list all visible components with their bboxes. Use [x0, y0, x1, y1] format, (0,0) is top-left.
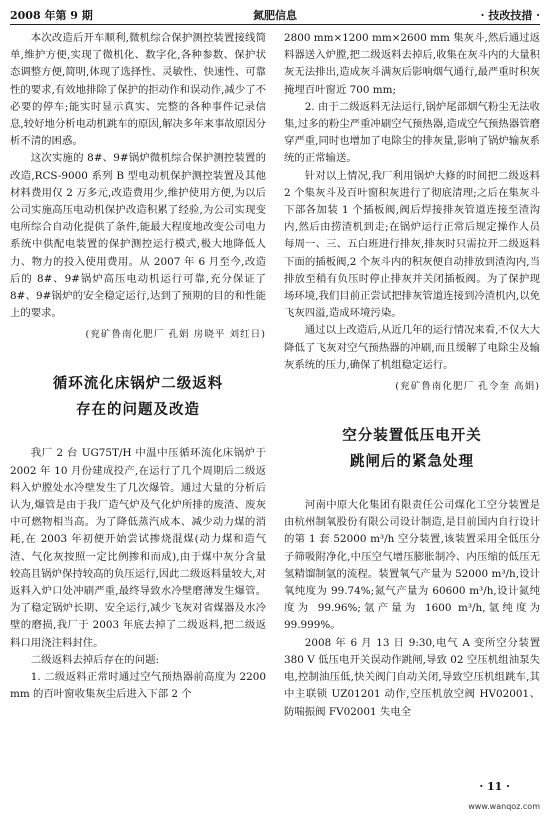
page-number: · 11 ·	[479, 780, 510, 793]
article-title-line1: 循环流化床锅炉二级返料	[52, 376, 224, 393]
paragraph: 本次改造后开车顺利,微机综合保护测控装置接线简单,维护方便,实现了微机化、数字化,各种参数、保护状态调整方便,简明,体现了选择性、灵敏性、快速性、可靠性的要求,有效地排除了保护的拒动作和误动作,减少了不必要的停车;能实时显示真实、完整的各种事件记录信息,较好地分析电动机跳车的原因,解决多年来事故原因分析不清的困惑。	[10, 32, 266, 148]
paragraph: 通过以上改造后,从近几年的运行情况来看,不仅大大降低了飞灰对空气预热器的冲刷,而且缓解了电除尘及输灰系统的压力,确保了机组稳定运行。	[284, 324, 540, 371]
article-title-line1: 空分装置低压电开关	[342, 428, 482, 445]
article-author: (兖矿鲁南化肥厂 孔令奎 高娟)	[395, 381, 540, 393]
paragraph: 河南中原大化集团有限责任公司煤化工空分装置是由杭州制氧股份有限公司设计制造,是目前国内自行设计的第 1 套 52000 m³/h 空分装置,该装置采用全低压分子筛吸附净化,中压空气增压膨胀制冷、内压缩的低压无氢精馏制氩的流程。装置氧气产量为 52000 m³/h,设计氧纯度为 99.74%;氮气产量为 60600 m³/h,设计氮纯度为 99.96%;氩产量为 1600 m³/h,氩纯度为 99.999%。	[284, 499, 540, 632]
journal-name: 氮肥信息	[253, 9, 297, 22]
paragraph: 这次实施的 8#、9#锅炉微机综合保护测控装置的改造,RCS-9000 系列 B 型电动机保护测控装置及其他材料费用仅 2 万多元,改造费用少,维护使用方便,为以后公司实施高压电动机保护改造积累了经验,为公司实现变电所综合自动化提供了条件,能最大程度地改变公司电力系统中供配电装置的保护测控运行模式,极大地降低人力、物力的投入使用费用。从 2007 年 6 月至今,改造后的 8#、9#锅炉高压电动机运行可靠,充分保证了 8#、9#锅炉的安全稳定运行,达到了预期的目的和性能上的要求。	[10, 152, 266, 320]
paragraph: 2800 mm×1200 mm×2600 mm 集灰斗,然后通过返料器送入炉膛,把二级返料去掉后,收集在灰斗内的大量积灰无法排出,造成灰斗满灰后影响烟气通行,最严重时积灰掩埋百叶窗近 700 mm;	[284, 32, 540, 96]
paragraph: 2. 由于二级返料无法运行,锅炉尾部烟气粉尘无法收集,过多的粉尘严重冲刷空气预热器,造成空气预热器管磨穿严重,同时也增加了电除尘的排灰量,影响了锅炉输灰系统的正常输送。	[284, 100, 540, 165]
left-column	[10, 30, 266, 704]
issue-label: 2008 年第 9 期	[10, 9, 93, 22]
site-watermark: www.wanqoz.com	[468, 802, 540, 811]
article-title-line2: 跳闸后的紧急处理	[350, 454, 474, 471]
paragraph: 1. 二级返料正常时通过空气预热器前高度为 2200 mm 的百叶窗收集灰尘后进入下部 2 个	[10, 671, 266, 701]
paragraph: 针对以上情况,我厂利用锅炉大修的时间把二级返料 2 个集灰斗及百叶窗积灰进行了彻底清理;之后在集灰斗下部各加装 1 个插板阀,阀后焊接排灰管道连接至渣沟内,然后由捞渣机到走;在锅炉运行正常后规定操作人员每周一、三、五白班进行排灰,排灰时只需拉开二级返料下面的插板阀,2 个灰斗内的积灰便自动排放到渣沟内,当排放至稍有负压时停止排灰并关闭插板阀。为了保护现场环境,我们目前正尝试把排灰管道连接到冷渣机内,以免飞灰四溢,造成环境污染。	[284, 169, 540, 320]
paragraph: 二级返料去掉后存在的问题:	[30, 653, 159, 666]
article-title-line2: 存在的问题及改造	[76, 402, 200, 419]
paragraph: 我厂 2 台 UG75T/H 中温中压循环流化床锅炉于 2002 年 10 月份建成投产,在运行了几个周期后二级返料入炉膛处水冷壁发生了几次爆管。通过大量的分析后认为,爆管是由于我厂造气炉及气化炉所排的废渣、废灰中可燃物相当高。为了降低蒸汽成本、减少动力煤的消耗,在 2003 年初便开始尝试掺烧混煤(动力煤和造气渣、气化灰按照一定比例掺和而成),由于煤中灰分含量较高且锅炉保持较高的负压运行,因此二级返料量较大,对返料入炉口处冲刷严重,最终导致水冷壁磨薄发生爆管。为了稳定锅炉长期、安全运行,减少飞灰对省煤器及水冷壁的磨损,我厂于 2003 年底去掉了二级返料,把二级返料口用浇注料封住。	[10, 447, 266, 649]
article-author: (兖矿鲁南化肥厂 孔娟 房晓平 刘红日)	[85, 329, 266, 341]
right-column	[284, 30, 540, 721]
page-header	[10, 6, 540, 25]
section-label: · 技改技措 ·	[480, 9, 540, 22]
paragraph: 2008 年 6 月 13 日 9:30,电气 A 变所空分装置 380 V 低压电开关误动作跳闸,导致 02 空压机组油泵失电,控制油压低,快关阀门自动关闭,导致空压机组跳车,其中主联锁 UZ01201 动作,空压机放空阀 HV02001、防喘振阀 FV02001 失电全	[284, 636, 540, 718]
